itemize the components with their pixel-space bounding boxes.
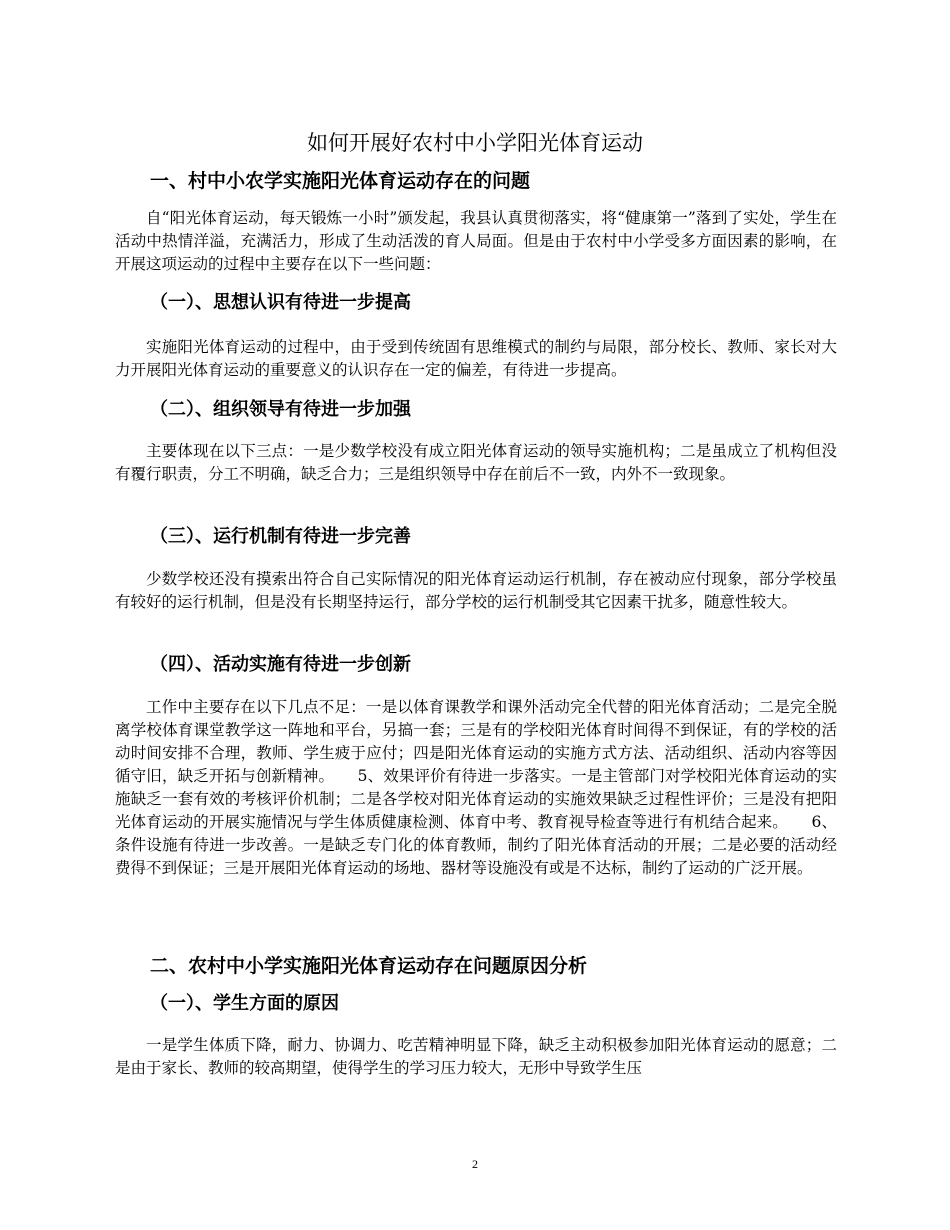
subsection-3-paragraph: 少数学校还没有摸索出符合自己实际情况的阳光体育运动运行机制，存在被动应付现象，部分学校虽有较好的运行机制，但是没有长期坚持运行，部分学校的运行机制受其它因素干扰多，随意性较大。 <box>115 570 837 611</box>
subsection-5-paragraph: 一是学生体质下降，耐力、协调力、吃苦精神明显下降，缺乏主动积极参加阳光体育运动的愿意；二是由于家长、教师的较高期望，使得学生的学习压力较大，无形中导致学生压 <box>115 1036 837 1077</box>
page-number: 2 <box>472 1157 478 1171</box>
subsection-2-paragraph: 主要体现在以下三点：一是少数学校没有成立阳光体育运动的领导实施机构；二是虽成立了机构但没有覆行职责，分工不明确，缺乏合力；三是组织领导中存在前后不一致，内外不一致现象。 <box>115 442 837 483</box>
subsection-2-heading: （二）、组织领导有待进一步加强 <box>150 399 411 420</box>
subsection-4-paragraph: 工作中主要存在以下几点不足：一是以体育课教学和课外活动完全代替的阳光体育活动；二是完全脱离学校体育课堂教学这一阵地和平台，另搞一套；三是有的学校阳光体育时间得不到保证，有的学校的活动时间安排不合理，教师、学生疲于应付；四是阳光体育运动的实施方式方法、活动组织、活动内容等因循守旧，缺乏开拓与创新精神。 5、效果评价有待进一步落实。一是主管部门对学校阳光体育运动的实施缺乏一套有效的考核评价机制；二是各学校对阳光体育运动的实施效果缺乏过程性评价；三是没有把阳光体育运动的开展实施情况与学生体质健康检测、体育中考、教育视导检查等进行有机结合起来。 6、条件设施有待进一步改善。一是缺乏专门化的体育教师，制约了阳光体育活动的开展；二是必要的活动经费得不到保证；三是开展阳光体育运动的场地、器材等设施没有或是不达标，制约了运动的广泛开展。 <box>115 698 837 877</box>
section-1-heading: 一、村中小农学实施阳光体育运动存在的问题 <box>150 170 531 192</box>
section-2-heading: 二、农村中小学实施阳光体育运动存在问题原因分析 <box>150 955 588 977</box>
intro-paragraph: 自“阳光体育运动，每天锻炼一小时”颁发起，我县认真贯彻落实，将“健康第一”落到了实处，学生在活动中热情洋溢，充满活力，形成了生动活泼的育人局面。但是由于农村中小学受多方面因素的影响，在开展这项运动的过程中主要存在以下一些问题： <box>115 209 837 273</box>
document-title: 如何开展好农村中小学阳光体育运动 <box>307 131 643 155</box>
subsection-3-heading: （三）、运行机制有待进一步完善 <box>150 526 411 547</box>
subsection-1-heading: （一）、思想认识有待进一步提高 <box>150 292 411 313</box>
subsection-5-heading: （一）、学生方面的原因 <box>150 993 339 1014</box>
subsection-4-heading: （四）、活动实施有待进一步创新 <box>150 654 411 675</box>
subsection-1-paragraph: 实施阳光体育运动的过程中，由于受到传统固有思维模式的制约与局限，部分校长、教师、家长对大力开展阳光体育运动的重要意义的认识存在一定的偏差，有待进一步提高。 <box>115 338 837 379</box>
